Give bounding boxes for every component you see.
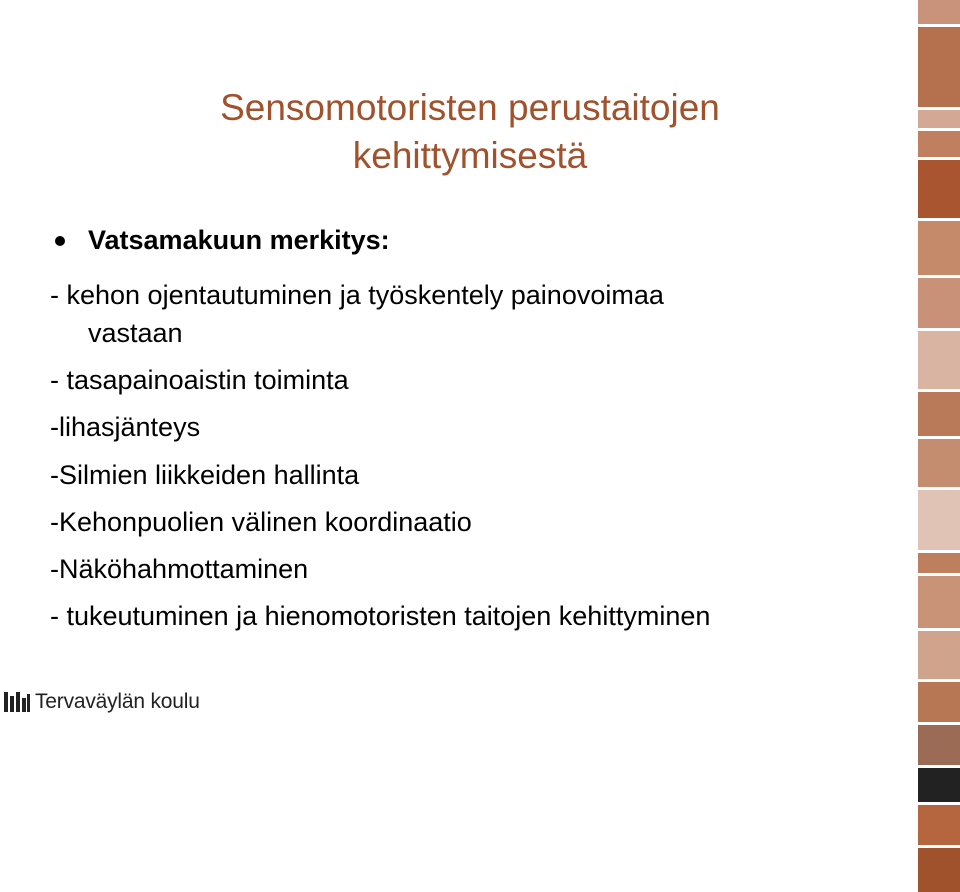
stripe xyxy=(918,682,960,722)
stripe xyxy=(918,848,960,892)
title-line-2: kehittymisestä xyxy=(352,135,588,176)
stripe xyxy=(918,392,960,436)
stripe xyxy=(918,160,960,218)
title-line-1: Sensomotoristen perustaitojen xyxy=(220,87,720,128)
logo-mark-icon xyxy=(4,690,30,714)
slide-title xyxy=(90,84,850,180)
stripe xyxy=(918,0,960,24)
stripe xyxy=(918,576,960,628)
stripe xyxy=(918,131,960,157)
stripe xyxy=(918,110,960,128)
stripe xyxy=(918,490,960,550)
stripe xyxy=(918,439,960,487)
list-item-3: -lihasjänteys xyxy=(50,412,201,442)
stripe xyxy=(918,278,960,328)
stripe xyxy=(918,805,960,845)
list-item-6: -Näköhahmottaminen xyxy=(50,554,309,584)
stripe xyxy=(918,331,960,389)
list-item-1: - kehon ojentautuminen ja työskentely painovoimaa xyxy=(50,280,664,310)
logo-text: Tervaväylän koulu xyxy=(35,690,200,713)
list-item-7: - tukeutuminen ja hienomotoristen taitojen kehittyminen xyxy=(50,601,711,631)
stripe xyxy=(918,553,960,573)
stripe xyxy=(918,768,960,802)
stripe xyxy=(918,631,960,679)
list-item-1-cont: vastaan xyxy=(88,318,183,348)
list-item-4: -Silmien liikkeiden hallinta xyxy=(50,460,360,490)
stripe xyxy=(918,221,960,275)
bullet-icon xyxy=(55,236,65,246)
stripe xyxy=(918,725,960,765)
school-logo xyxy=(4,688,200,716)
decorative-stripes xyxy=(918,0,960,738)
stripe xyxy=(918,27,960,107)
bullet-heading: Vatsamakuun merkitys: xyxy=(88,225,390,255)
list-item-5: -Kehonpuolien välinen koordinaatio xyxy=(50,507,472,537)
list-item-2: - tasapainoaistin toiminta xyxy=(50,365,349,395)
